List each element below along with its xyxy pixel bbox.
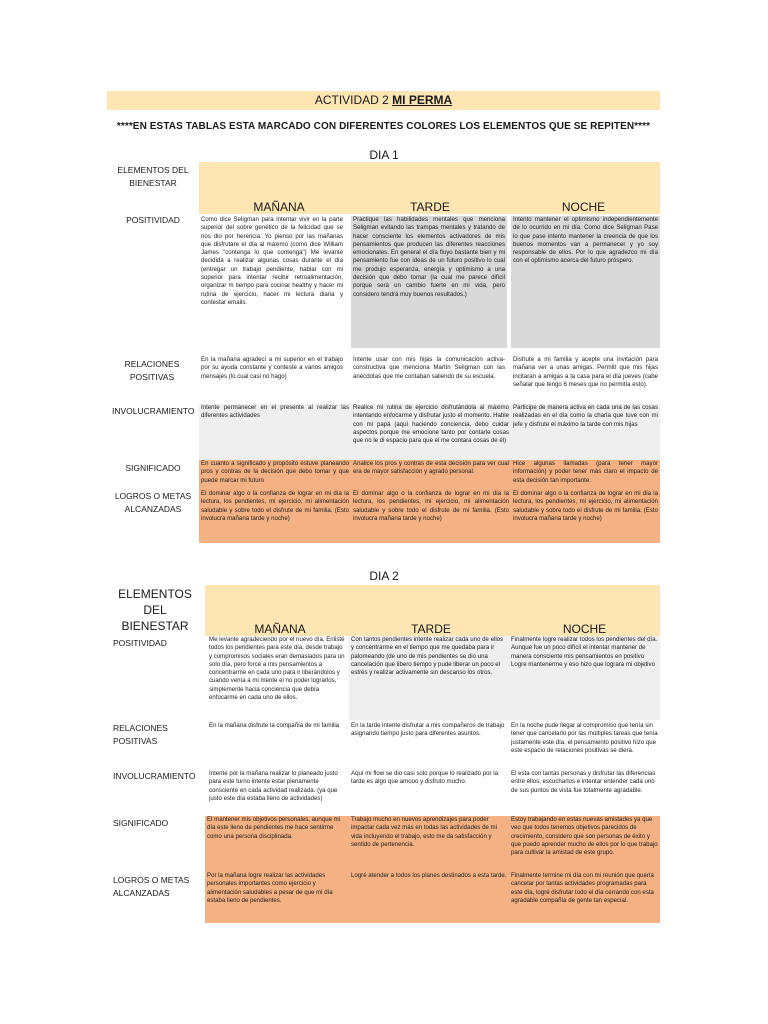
day2-relaciones-noche: En la noche pude llegar al compromiso que tenía sin tener que cancelarlo por las múltiples tareas que tenía justamente este día, el pensamiento positivo hizo que este espacio de relaciones positivas se diera.: [509, 722, 660, 766]
day2-col-night: NOCHE: [562, 622, 607, 636]
day2-label: DIA 2: [369, 569, 399, 583]
day1-col-night: NOCHE: [561, 200, 606, 214]
day2-row-label-relaciones: RELACIONES POSITIVAS: [113, 723, 168, 746]
day2-row-label-involucramiento: INVOLUCRAMIENTO: [113, 771, 196, 781]
day1-logros-tarde: El dominar algo o la confianza de lograr en mi día la lectura, los pendientes, mi ejercicio, mi alimentación saludable y sobre todo el disfrute de mi familia. (Esto involucra mañana tarde y noche): [351, 490, 511, 543]
day2-corner-label: ELEMENTOS DEL BIENESTAR: [118, 587, 192, 633]
day1-involucramiento-noche: Participe de manera activa en cada una de las cosas realizadas en el día como la charla que tuve con mi jefe y disfrute el máximo la tarde con mis hijas: [511, 404, 660, 460]
day1-row-label-relaciones: RELACIONES POSITIVAS: [124, 359, 180, 382]
day1-logros-noche: El dominar algo o la confianza de lograr en mi día la lectura, los pendientes, mi ejercicio, mi alimentación saludable y sobre todo el disfrute de mi familia. (Esto involucra mañana tarde y noche): [511, 490, 660, 543]
day2-row-label-positividad: POSITIVIDAD: [113, 638, 167, 648]
day1-significado-noche: Hice algunas llamadas (para tener mayor información) y poder tener más claro el impacto de esta decisión tan importante.: [511, 460, 660, 490]
day1-relaciones-manana: En la mañana agradecí a mi superior en el trabajo por su ayuda constante y conteste a varios amigos mensajes (lo cual casi no hago): [199, 356, 345, 402]
day2-table: [107, 585, 660, 923]
day2-logros-tarde: Logré atender a todos los planes destinados a esta tarde.: [349, 872, 509, 923]
day1-relaciones-noche: Disfrute a mi familia y acepte una invitación para mañana ver a unas amigas. Permití que mis hijas incitaran a amigas a la casa para el día jueves (cabe señalar que tengo 6 meses que no permitía esto).: [511, 356, 660, 402]
day1-row-label-positividad: POSITIVIDAD: [126, 215, 180, 225]
day2-positividad-tarde: Con tantos pendientes intente realizar cada uno de ellos y concentrarme en el tiempo que me quedaba para ir palomeando (de uno de mis pendientes se dio una cancelación que libero tiempo y pude liberar un poco el estrés y realizar activamente sin descanso los otros.: [349, 636, 509, 720]
day2-relaciones-manana: En la mañana disfrute la compañía de mi familia: [207, 722, 347, 766]
day2-significado-noche: Estoy trabajando en estas nuevas amistades ya que veo que todos tenemos objetivos parecidos de crecimiento, considero que son personas de éxito y que puedo aprender mucho de ellos por lo que trabajo para cultivar la amistad de este grupo.: [509, 816, 660, 872]
day2-involucramiento-tarde: Aquí mi flow se dio casi solo porque lo realizado por la tarde es algo que amooo y disfruto mucho.: [349, 770, 509, 814]
day2-significado-manana: El mantener mis objetivos personales, aunque mi día este lleno de pendientes me hace sentirme como una persona disciplinada.: [205, 816, 349, 872]
day2-positividad-noche: Finalmente logre realizar todos los pendientes del día. Aunque fue un poco difícil el intentar mantener de manera consciente mis pensamientos en positivo Logre mantenerme y eso hizo que lograra mi objetivo: [509, 636, 660, 720]
day1-relaciones-tarde: Intente usar con mis hijas la comunicación activa-constructiva que menciona Martín Seligman con las anécdotas que me contaban saliendo de su escuela.: [351, 356, 507, 402]
day2-logros-noche: Finalmente termine mi día con mi reunión que quería cancelar por tantas actividades programadas para este día, logré disfrutar todo el día cerrando con esta agradable compañía de gente tan especial.: [509, 872, 660, 923]
day1-involucramiento-manana: Intente permanecer en el presente al realizar las diferentes actividades: [199, 404, 351, 460]
day1-label: DIA 1: [369, 148, 399, 162]
day1-significado-tarde: Analice los pros y contras de esta decisión para ver cual era de mayor satisfacción y agrado personal.: [351, 460, 511, 490]
day1-row-label-logros: LOGROS O METAS ALCANZADAS: [114, 491, 192, 514]
day1-col-morning: MAÑANA: [253, 200, 305, 214]
day1-positividad-noche: Intento mantener el optimismo independientemente de lo ocurrido en mi día. Como dice Seligman Pase lo que pase intento mantener la creencia de que los buenos momentos van a permanecer y yo soy responsable de ellos. Por lo que agradezco mi día con el optimismo acerca del futuro próspero.: [511, 216, 660, 348]
day2-logros-manana: Por la mañana logre realizar las actividades personales importantes como ejercicio y alimentación saludables a pesar de que mi día estaba lleno de pendientes.: [205, 872, 349, 923]
day1-positividad-manana: Como dice Seligman para intentar vivir en la parte superior del sobre genético de la felicidad que se nos dio por herencia. Yo pienso por las mañanas que disfrutare el día al máximo (como dice William James "contenga lo que contenga") Me levante decidida a realizar algunas cosas durante el día (entregar un trabajo pendiente, hablar con mi superior para intentar recibir retroalimentación, organizar m tiempo para cocinar healthy y hacer mi rutina de ejercicio, hacer mi lectura diaria y contestar emails.: [199, 216, 345, 348]
day2-involucramiento-noche: El esta con tantas personas y disfrutar las diferencias entre ellos, escucharlos e intentar entender cada uno de sus puntos de vista fue totalmente agradable.: [509, 770, 660, 814]
day2-col-morning: MAÑANA: [254, 622, 306, 636]
activity-title-prefix: ACTIVIDAD 2: [314, 93, 393, 107]
activity-title: [107, 91, 660, 110]
day2-row-label-significado: SIGNIFICADO: [113, 818, 169, 828]
activity-title-accent: MI PERMA: [392, 93, 453, 107]
day1-table: [107, 162, 660, 543]
day2-significado-tarde: Trabajo mucho en nuevos aprendizajes para poder impactar cada vez más en todas las actividades de mi vida incluyendo el trabajo, esto me da satisfacción y sentido de pertenencia.: [349, 816, 509, 872]
day2-row-label-logros: LOGROS O METAS ALCANZADAS: [113, 875, 190, 898]
day2-positividad-manana: Me levante agradeciendo por el nuevo día. Enlisté todos los pendientes para este día, desde trabajo y compromisos sociales eran demasiados para un solo día, pero forcé a mis pensamientos a concentrarme en cada uno para ir liberándolos y cuando venía a mi mente el no poder lograrlos, simplemente hacia conciencia que debía enfocarme en cada uno de ellos.: [207, 636, 347, 720]
day1-row-label-involucramiento: INVOLUCRAMIENTO: [112, 406, 195, 416]
day1-logros-manana: El dominar algo o la confianza de lograr en mi día la lectura, los pendientes, mi ejercicio, mi alimentación saludable y sobre todo el disfrute de mi familia. (Esto involucra mañana tarde y noche): [199, 490, 351, 543]
day2-relaciones-tarde: En la tarde intente disfrutar a mis compañeros de trabajo asignando tiempo justo para diferentes asuntos.: [349, 722, 509, 766]
day2-involucramiento-manana: Intente por la mañana realizar lo planeado justo para este turno intente estar plenamente consciente en cada actividad realizada. (ya que justo este día estaba lleno de actividades): [207, 770, 347, 814]
day1-significado-manana: En cuanto a significado y propósito estuve planeando pros y contras de la decisión que debo tomar y que puede marcar mi futuro: [199, 460, 351, 490]
day1-row-label-significado: SIGNIFICADO: [125, 463, 181, 473]
day1-involucramiento-tarde: Realice mi rutina de ejercicio disfrutándola al máximo intentando enfocarme y disfrutar justo el momento. Hable con mi papá (aquí haciendo conciencia, debo cuidar aspectos porque me emocione tanto por contarle cosas que no le di espacio para que el me contara cosas de él): [351, 404, 511, 460]
day2-col-afternoon: TARDE: [411, 622, 451, 636]
day1-positividad-tarde: Practique las habilidades mentales que menciona Seligman evitando las trampas mentales y tratando de hacer consciente los elementos activadores de mis pensamientos que producen las diferentes reacciones emocionales. En general el día fluyo bastante bien y mi pensamiento fue con ideas de un futuro positivo lo cual me produjo esperanza, energía y optimismo a una decisión que debo tomar (la cual me parece difícil porque será un cambio fuerte en mi vida, pero considero tendrá muy buenos resultados.): [351, 216, 507, 348]
color-legend-note: ****EN ESTAS TABLAS ESTA MARCADO CON DIFERENTES COLORES LOS ELEMENTOS QUE SE REPITEN****: [116, 121, 651, 132]
day1-corner-label: ELEMENTOS DEL BIENESTAR: [117, 165, 189, 188]
day1-col-afternoon: TARDE: [410, 200, 450, 214]
